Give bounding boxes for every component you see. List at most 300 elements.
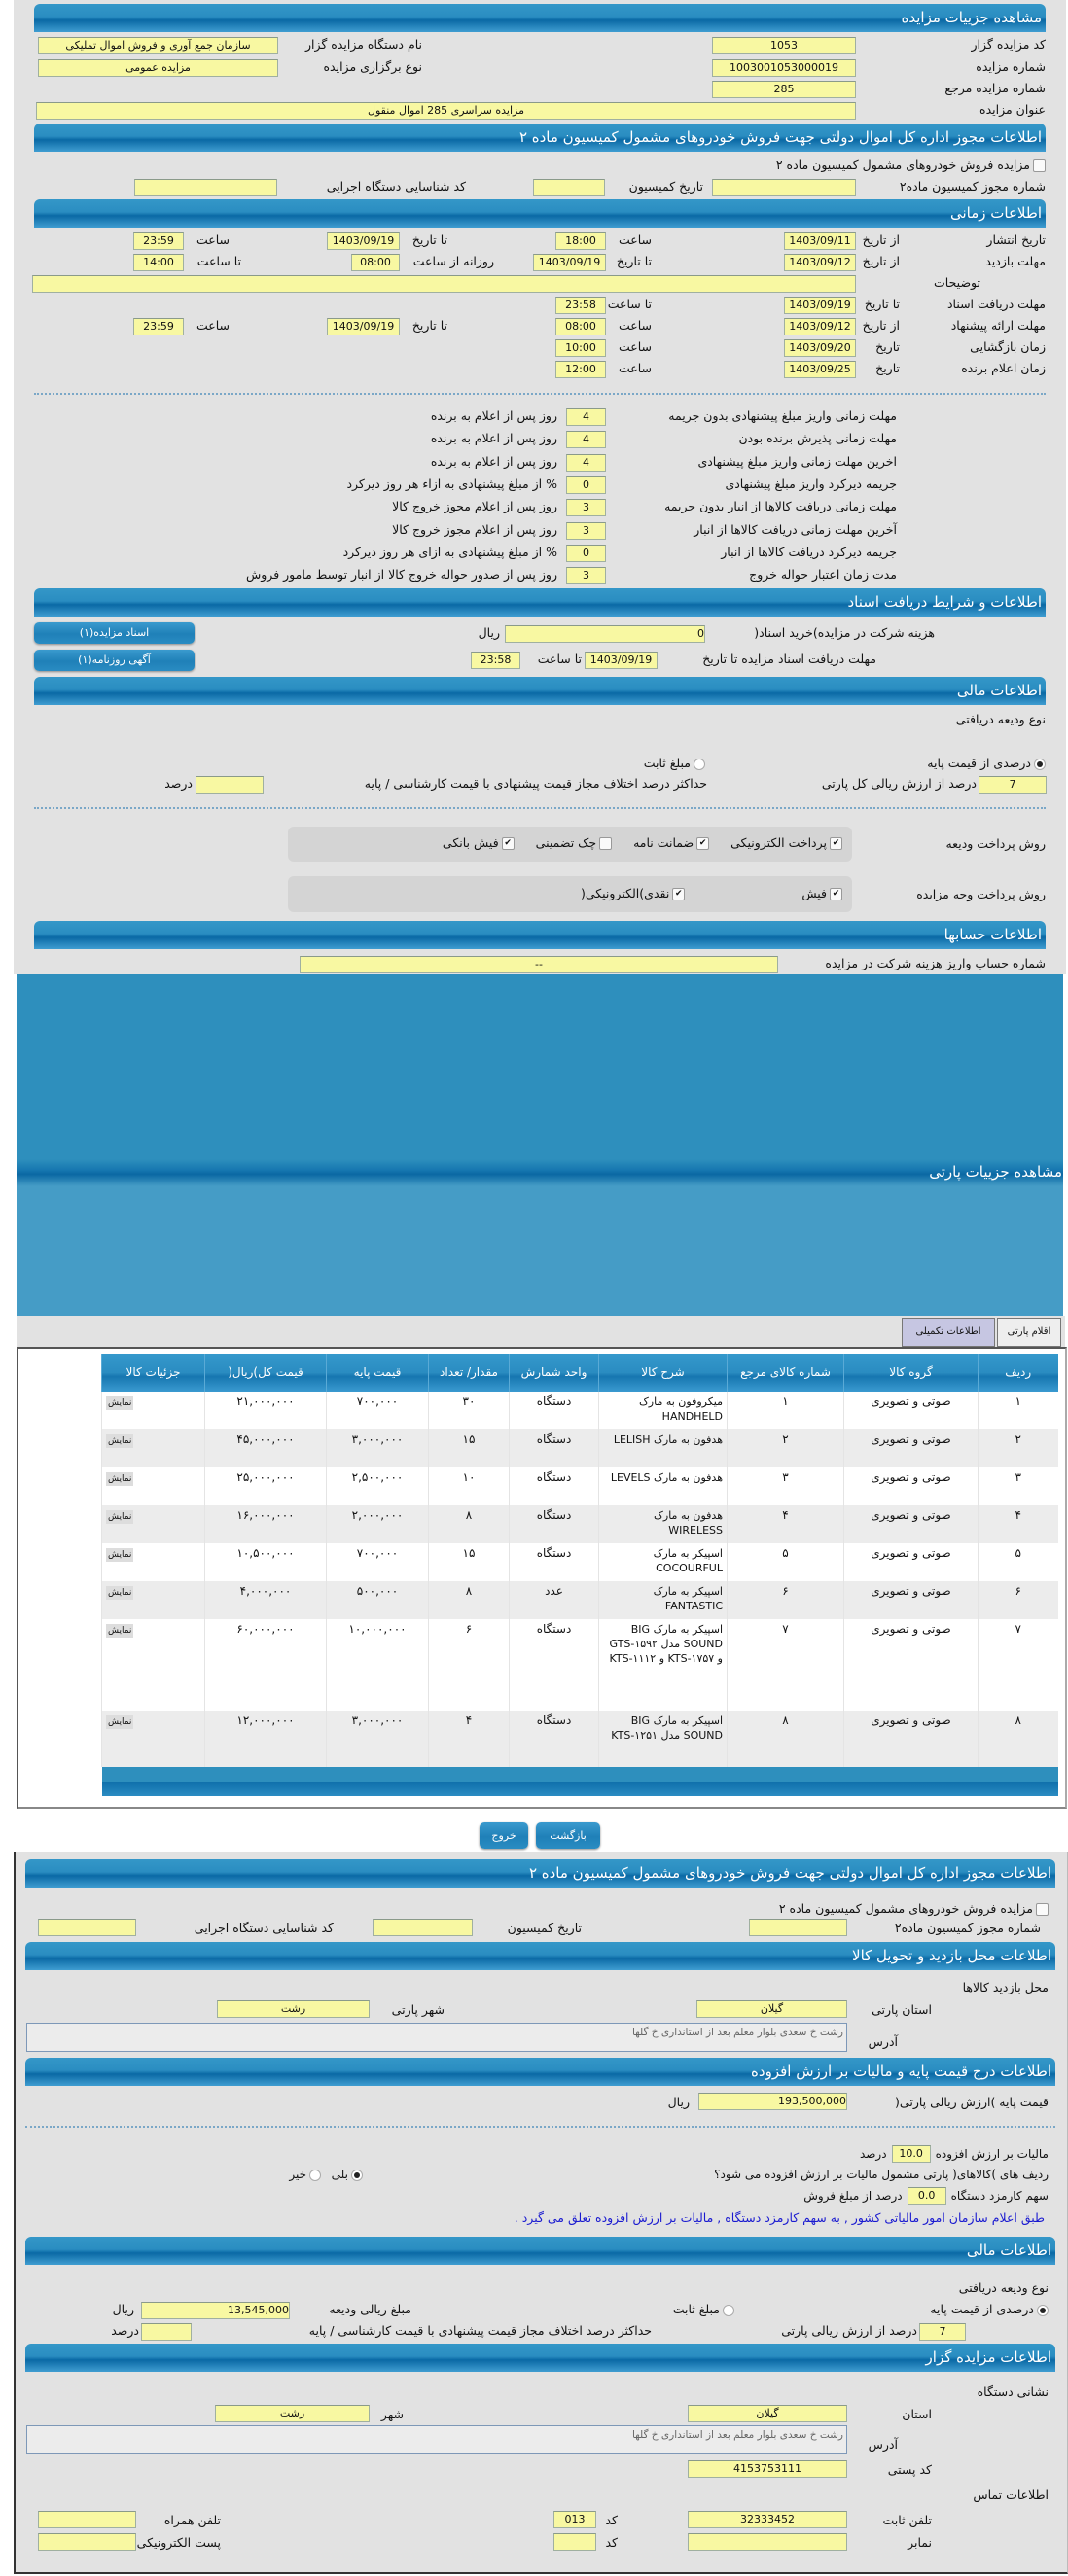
city-field[interactable]: رشت xyxy=(217,2000,370,2018)
exec-code-label: کد شناسایی دستگاه اجرایی xyxy=(326,179,466,194)
permit-no-label: شماره مجوز کمیسیون ماده۲ xyxy=(894,1921,1041,1935)
radio-label: بلی xyxy=(331,2168,348,2181)
table-cell: ۶۰,۰۰۰,۰۰۰ xyxy=(205,1619,327,1711)
postal-label: کد پستی xyxy=(887,2462,932,2477)
show-details-button[interactable]: نمایش xyxy=(108,1550,132,1560)
code-label: کد xyxy=(605,2513,618,2527)
table-row xyxy=(102,1392,1058,1429)
table-cell: ۷۰۰,۰۰۰ xyxy=(327,1543,429,1581)
deadline-suffix: % از مبلغ پیشنهادی به ازاء هر روز دیرکرد xyxy=(346,476,557,491)
fax-field[interactable] xyxy=(688,2533,847,2551)
notes-field[interactable] xyxy=(32,275,856,293)
tab-party-items[interactable]: اقلام پارتی xyxy=(997,1318,1061,1347)
table-cell: ۶ xyxy=(429,1619,510,1711)
details-cell xyxy=(102,1505,205,1543)
address-label: آدرس xyxy=(868,2437,898,2452)
docs-deadline-date[interactable]: 1403/09/19 xyxy=(784,297,856,314)
table-cell: اسپیکر به مارک COCOURFUL xyxy=(599,1543,728,1581)
table-cell: ۳۰ xyxy=(429,1392,510,1429)
payment-option[interactable] xyxy=(633,835,709,850)
deposit-type-label: نوع ودیعه دریافتی xyxy=(958,2280,1049,2295)
radio-icon[interactable] xyxy=(309,2170,321,2181)
province-field[interactable]: گیلان xyxy=(688,2405,847,2422)
table-cell: اسپیکر به مارک BIG SOUND مدل KTS-۱۲۵۱ xyxy=(599,1711,728,1767)
deposit-fixed-radio[interactable] xyxy=(673,2301,734,2318)
fee-suffix: درصد از مبلغ فروش xyxy=(803,2189,903,2203)
show-details-button[interactable]: نمایش xyxy=(108,1626,132,1636)
items-table xyxy=(101,1354,1058,1796)
auction-number-field[interactable]: 1003001053000019 xyxy=(712,59,856,77)
exec-code-field[interactable] xyxy=(38,1919,136,1936)
deadline-label: جریمه دیرکرد دریافت کالاها از انبار xyxy=(721,545,897,559)
table-cell: ۴ xyxy=(728,1505,844,1543)
column-header: مقدار/ تعداد xyxy=(429,1354,510,1392)
max-diff-label: حداکثر درصد اختلاف مجاز قیمت پیشنهادی با قیمت کارشناسی / پایه xyxy=(364,776,707,791)
table-cell: عدد xyxy=(510,1581,599,1619)
payment-method-label: روش پرداخت وجه مزایده xyxy=(916,887,1046,901)
table-cell: ۵ xyxy=(728,1543,844,1581)
deposit-percent-field[interactable]: 7 xyxy=(919,2323,966,2341)
to-hour-label: تا ساعت xyxy=(537,652,582,666)
vat-question: ردیف های )کالاهای( پارتی مشمول مالیات بر ارزش افزوده می شود؟ xyxy=(714,2168,1049,2181)
show-details-button[interactable]: نمایش xyxy=(108,1717,132,1727)
permit-date-label: تاریخ کمیسیون xyxy=(628,179,703,194)
table-cell: ۱۰,۵۰۰,۰۰۰ xyxy=(205,1543,327,1581)
date-label: تاریخ xyxy=(875,361,900,375)
radio-icon[interactable] xyxy=(723,2305,734,2316)
table-cell: ۵۰۰,۰۰۰ xyxy=(327,1581,429,1619)
radio-icon[interactable] xyxy=(694,759,705,770)
radio-label: درصدی از قیمت پایه xyxy=(927,756,1031,770)
column-header: جزئیات کالا xyxy=(102,1354,205,1392)
table-cell: دستگاه xyxy=(510,1619,599,1711)
org-label: نام دستگاه مزایده گزار xyxy=(304,37,422,52)
permit-no-field[interactable] xyxy=(712,179,856,196)
table-cell: میکروفون به مارک HANDHELD xyxy=(599,1392,728,1429)
checkbox-checked[interactable]: ✔ xyxy=(696,837,709,850)
table-cell: ۵ xyxy=(979,1543,1058,1581)
winner-label: زمان اعلام برنده xyxy=(961,361,1046,375)
checkbox-checked[interactable]: ✔ xyxy=(830,888,842,900)
max-diff-field[interactable] xyxy=(141,2323,192,2341)
postal-field[interactable]: 4153753111 xyxy=(688,2460,847,2478)
permit-date-field[interactable] xyxy=(533,179,605,196)
auction-documents-button[interactable]: اسناد مزایده(۱) xyxy=(34,622,195,644)
permit-checkbox-row[interactable] xyxy=(776,157,1046,174)
column-header: شرح کالا xyxy=(599,1354,728,1392)
max-diff-label: حداکثر درصد اختلاف مجاز قیمت پیشنهادی با قیمت کارشناسی / پایه xyxy=(308,2323,652,2338)
docs-deadline-time[interactable]: 23:58 xyxy=(471,652,520,669)
details-cell xyxy=(102,1392,205,1429)
show-details-button[interactable]: نمایش xyxy=(108,1512,132,1522)
checkbox[interactable] xyxy=(1033,159,1046,172)
vat-no-radio[interactable] xyxy=(289,2166,321,2183)
currency-label: ریال xyxy=(112,2302,134,2316)
option-label: چک تضمینی xyxy=(535,835,597,850)
table-cell: دستگاه xyxy=(510,1429,599,1467)
address-textarea[interactable]: رشت خ سعدی بلوار معلم بعد از استانداری خ گلها xyxy=(26,2425,847,2454)
divider xyxy=(34,807,1046,809)
table-cell: صوتی و تصویری xyxy=(844,1619,979,1711)
offer-to-date[interactable]: 1403/09/19 xyxy=(327,318,400,335)
offer-to-time[interactable]: 23:59 xyxy=(133,318,184,335)
permit-date-field[interactable] xyxy=(373,1919,473,1936)
party-blue-area-lower xyxy=(17,1186,1063,1316)
table-cell: ۲,۵۰۰,۰۰۰ xyxy=(327,1467,429,1505)
table-footer-bar xyxy=(102,1767,1058,1796)
currency-label: ریال xyxy=(667,2095,690,2109)
deposit-methods-box xyxy=(288,827,852,862)
column-header: واحد شمارش xyxy=(510,1354,599,1392)
deadline-suffix: روز پس از اعلام به برنده xyxy=(430,408,557,423)
winner-date[interactable]: 1403/09/25 xyxy=(784,361,856,378)
deposit-percent-radio[interactable] xyxy=(930,2301,1049,2318)
table-cell: ۸ xyxy=(728,1711,844,1767)
base-price-field[interactable]: 193,500,000 xyxy=(698,2093,847,2110)
email-field[interactable] xyxy=(38,2533,136,2551)
percent-label: درصد xyxy=(111,2323,139,2338)
section-header-accounts: اطلاعات حسابها xyxy=(34,921,1046,949)
auctioneer-code-field[interactable]: 1053 xyxy=(712,37,856,54)
deadline-suffix: روز پس از اعلام به برنده xyxy=(430,454,557,469)
docs-deadline-time[interactable]: 23:58 xyxy=(555,297,606,314)
table-cell: ۴ xyxy=(979,1505,1058,1543)
table-cell: دستگاه xyxy=(510,1711,599,1767)
back-button[interactable]: بازگشت xyxy=(536,1822,600,1849)
hour-label: ساعت xyxy=(196,232,230,247)
table-cell: صوتی و تصویری xyxy=(844,1505,979,1543)
deadline-label: مدت زمان اعتبار حواله خروج xyxy=(749,567,897,582)
vat-label: مالیات بر ارزش افزوده xyxy=(935,2147,1049,2161)
checkbox-checked[interactable]: ✔ xyxy=(502,837,515,850)
deadline-field[interactable]: 3 xyxy=(566,567,606,584)
table-row xyxy=(102,1711,1058,1767)
party-title: مشاهده جزییات پارتی xyxy=(929,1163,1062,1181)
vat-yes-radio[interactable] xyxy=(332,2166,363,2183)
deadline-suffix: روز پس از اعلام مجوز خروج کالا xyxy=(392,499,557,513)
table-cell: ۱ xyxy=(728,1392,844,1429)
fee-field[interactable]: 0 xyxy=(505,625,705,643)
show-details-button[interactable]: نمایش xyxy=(108,1474,132,1484)
mobile-label: تلفن همراه xyxy=(163,2513,221,2527)
hour-label: ساعت xyxy=(196,318,230,333)
mobile-field[interactable] xyxy=(38,2511,136,2528)
base-price-label: قیمت پایه )ارزش ریالی پارتی( xyxy=(895,2095,1049,2109)
publish-to-date[interactable]: 1403/09/19 xyxy=(327,232,400,250)
table-footer xyxy=(102,1767,1058,1796)
table-cell: دستگاه xyxy=(510,1543,599,1581)
deposit-amount-label: مبلغ ریالی ودیعه xyxy=(329,2302,411,2316)
city-field[interactable]: رشت xyxy=(215,2405,370,2422)
table-cell: دستگاه xyxy=(510,1467,599,1505)
table-cell: ۱۰ xyxy=(429,1467,510,1505)
table-cell: صوتی و تصویری xyxy=(844,1467,979,1505)
checkbox-label: مزایده فروش خودروهای مشمول کمیسیون ماده ۲ xyxy=(778,1901,1033,1916)
party-header-band xyxy=(17,1159,1063,1186)
deadline-field[interactable]: 3 xyxy=(566,522,606,540)
vat-field[interactable]: 10.0 xyxy=(892,2145,931,2163)
to-date-label: تا تاریخ xyxy=(616,254,652,268)
table-cell: صوتی و تصویری xyxy=(844,1543,979,1581)
exit-button[interactable]: خروج xyxy=(480,1822,528,1849)
table-row xyxy=(102,1619,1058,1711)
table-cell: ۷ xyxy=(979,1619,1058,1711)
percent-suffix: درصد از ارزش ریالی کل پارتی xyxy=(821,776,977,791)
deposit-method-label: روش پرداخت ودیعه xyxy=(945,836,1046,851)
table-cell: ۲,۰۰۰,۰۰۰ xyxy=(327,1505,429,1543)
publish-from-time[interactable]: 18:00 xyxy=(555,232,606,250)
opening-label: زمان بازگشایی xyxy=(970,339,1046,354)
docs-deadline-date[interactable]: 1403/09/19 xyxy=(585,652,658,669)
table-cell: هدفون به مارک LELISH xyxy=(599,1429,728,1467)
province-label: استان پارتی xyxy=(872,2002,932,2017)
number-label: شماره مزایده xyxy=(976,59,1046,74)
deadline-field[interactable]: 4 xyxy=(566,431,606,448)
auction-type-field[interactable]: مزایده عمومی xyxy=(38,59,278,77)
phone-field[interactable]: 32333452 xyxy=(688,2511,847,2528)
radio-label: خیر xyxy=(289,2168,306,2181)
section-header-finance: اطلاعات مالی xyxy=(34,677,1046,705)
to-hour-label: تا ساعت xyxy=(607,297,652,311)
email-label: پست الکترونیکی xyxy=(136,2535,221,2550)
section-header-location: اطلاعات محل بازدید و تحویل کالا xyxy=(25,1942,1055,1970)
show-details-button[interactable]: نمایش xyxy=(108,1588,132,1598)
permit-no-label: شماره مجوز کمیسیون ماده۲ xyxy=(899,179,1046,194)
section-header-auction-details: مشاهده جزییات مزایده xyxy=(34,4,1046,32)
radio-icon[interactable] xyxy=(351,2170,363,2181)
ref-label: شماره مزایده مرجع xyxy=(944,81,1046,95)
percent-suffix: درصد از ارزش ریالی پارتی xyxy=(781,2323,917,2338)
newspaper-ad-button[interactable]: آگهی روزنامه(۱) xyxy=(34,650,195,671)
max-diff-field[interactable] xyxy=(196,776,264,794)
contact-group-label: اطلاعات تماس xyxy=(973,2488,1049,2502)
address-label: آدرس xyxy=(868,2034,898,2049)
publish-to-time[interactable]: 23:59 xyxy=(133,232,184,250)
table-row xyxy=(102,1429,1058,1467)
permit-checkbox-row[interactable] xyxy=(779,1900,1049,1918)
payment-option[interactable] xyxy=(730,835,842,850)
table-cell: صوتی و تصویری xyxy=(844,1581,979,1619)
daily-from-label: روزانه از ساعت xyxy=(412,254,494,268)
deposit-amount-field[interactable]: 13,545,000 xyxy=(141,2302,290,2319)
section-header-finance-2: اطلاعات مالی xyxy=(25,2237,1055,2265)
table-row xyxy=(102,1581,1058,1619)
exec-code-field[interactable] xyxy=(134,179,277,196)
tab-extra-info[interactable]: اطلاعات تکمیلی xyxy=(902,1318,995,1347)
table-cell: ۱۶,۰۰۰,۰۰۰ xyxy=(205,1505,327,1543)
section-header-documents: اطلاعات و شرایط دریافت اسناد xyxy=(34,588,1046,617)
table-row xyxy=(102,1543,1058,1581)
deadline-label: مهلت زمانی دریافت کالاها از انبار بدون جریمه xyxy=(664,499,897,513)
table-cell: ۳ xyxy=(979,1467,1058,1505)
fee-field[interactable]: 0.0 xyxy=(908,2187,946,2205)
table-cell: ۱۵ xyxy=(429,1543,510,1581)
deadline-field[interactable]: 0 xyxy=(566,476,606,494)
deadline-field[interactable]: 4 xyxy=(566,454,606,472)
table-cell: ۷ xyxy=(728,1619,844,1711)
table-cell: ۶ xyxy=(979,1581,1058,1619)
deadline-label: آخرین مهلت زمانی دریافت کالاها از انبار xyxy=(694,522,897,537)
radio-icon[interactable] xyxy=(1037,2305,1049,2316)
account-label: شماره حساب واریز هزینه شرکت در مزایده xyxy=(825,956,1046,970)
deposit-percent-radio[interactable] xyxy=(927,755,1046,772)
deadline-suffix: روز پس از صدور حواله خروج کالا از انبار توسط مامور فروش xyxy=(246,567,557,582)
address-group-label: نشانی دستگاه xyxy=(977,2384,1049,2399)
table-cell: ۴,۰۰۰,۰۰۰ xyxy=(205,1581,327,1619)
publish-label: تاریخ انتشار xyxy=(986,232,1046,247)
deposit-type-label: نوع ودیعه دریافتی xyxy=(955,712,1046,726)
fee-label: سهم کارمزد دستگاه xyxy=(950,2189,1049,2203)
offer-label: مهلت ارائه پیشنهاد xyxy=(950,318,1046,333)
deadline-field[interactable]: 0 xyxy=(566,545,606,562)
opening-date[interactable]: 1403/09/20 xyxy=(784,339,856,357)
table-cell: دستگاه xyxy=(510,1392,599,1429)
table-cell: ۸ xyxy=(979,1711,1058,1767)
table-row xyxy=(102,1467,1058,1505)
ref-number-field[interactable]: 285 xyxy=(712,81,856,98)
visit-to-date[interactable]: 1403/09/19 xyxy=(533,254,606,271)
checkbox-checked[interactable]: ✔ xyxy=(830,837,842,850)
code-label: کد مزایده گزار xyxy=(971,37,1046,52)
permit-date-label: تاریخ کمیسیون xyxy=(507,1921,582,1935)
section-header-organizer: اطلاعات مزایده گزار xyxy=(25,2344,1055,2372)
type-label: نوع برگزاری مزایده xyxy=(323,59,422,74)
table-cell: ۱۰,۰۰۰,۰۰۰ xyxy=(327,1619,429,1711)
deadline-label: اخرین مهلت زمانی واریز مبلغ پیشنهادی xyxy=(697,454,897,469)
deadline-suffix: % از مبلغ پیشنهادی به ازای هر روز دیرکرد xyxy=(342,545,557,559)
radio-label: مبلغ ثابت xyxy=(643,756,691,770)
table-cell: ۱۵ xyxy=(429,1429,510,1467)
fax-label: نمابر xyxy=(908,2535,932,2550)
payment-option[interactable] xyxy=(443,835,515,850)
opening-time[interactable]: 10:00 xyxy=(555,339,606,357)
table-cell: ۲۱,۰۰۰,۰۰۰ xyxy=(205,1392,327,1429)
table-cell: اسپیکر به مارک FANTASTIC xyxy=(599,1581,728,1619)
checkbox-checked[interactable]: ✔ xyxy=(672,888,685,900)
vat-row xyxy=(860,2145,1049,2163)
table-cell: صوتی و تصویری xyxy=(844,1429,979,1467)
org-field[interactable]: سازمان جمع آوری و فروش اموال تملیکی xyxy=(38,37,278,54)
checkbox[interactable] xyxy=(599,837,612,850)
details-cell xyxy=(102,1543,205,1581)
from-date-label: از تاریخ xyxy=(862,318,900,333)
phone-label: تلفن ثابت xyxy=(882,2513,932,2527)
deadline-field[interactable]: 4 xyxy=(566,408,606,426)
radio-label: مبلغ ثابت xyxy=(672,2302,720,2316)
to-date-label: تا تاریخ xyxy=(864,297,900,311)
visit-place-label: محل بازدید کالاها xyxy=(962,1980,1049,1994)
subject-field[interactable]: مزایده سراسری 285 اموال منقول xyxy=(36,102,856,120)
to-date-label: تا تاریخ xyxy=(411,232,447,247)
table-cell: ۲ xyxy=(979,1429,1058,1467)
radio-icon[interactable] xyxy=(1034,759,1046,770)
deadline-label: مهلت زمانی واریز مبلغ پیشنهادی بدون جریمه xyxy=(668,408,897,423)
table-cell: هدفون به مارک LEVELS xyxy=(599,1467,728,1505)
checkbox-label: مزایده فروش خودروهای مشمول کمیسیون ماده ۲ xyxy=(775,158,1030,172)
visit-daily-from[interactable]: 08:00 xyxy=(351,254,400,271)
to-date-label: تا تاریخ xyxy=(411,318,447,333)
permit-no-field[interactable] xyxy=(749,1919,847,1936)
percent-label: درصد xyxy=(859,2147,887,2161)
fax-code-field[interactable] xyxy=(553,2533,596,2551)
table-cell: دستگاه xyxy=(510,1505,599,1543)
payment-option[interactable] xyxy=(581,886,685,900)
visit-from-date[interactable]: 1403/09/12 xyxy=(784,254,856,271)
table-cell: ۴ xyxy=(429,1711,510,1767)
docs-deadline-label: مهلت دریافت اسناد مزایده تا تاریخ xyxy=(702,652,876,666)
column-header: شماره کالای مرجع xyxy=(728,1354,844,1392)
code-label: کد xyxy=(605,2535,618,2550)
province-label: استان xyxy=(902,2407,932,2421)
publish-from-date[interactable]: 1403/09/11 xyxy=(784,232,856,250)
table-cell: ۱۲,۰۰۰,۰۰۰ xyxy=(205,1711,327,1767)
deadline-suffix: روز پس از اعلام به برنده xyxy=(430,431,557,445)
address-textarea[interactable]: رشت خ سعدی بلوار معلم بعد از استانداری خ گلها xyxy=(26,2023,847,2052)
exec-code-label: کد شناسایی دستگاه اجرایی xyxy=(194,1921,334,1935)
currency-label: ریال xyxy=(478,625,500,640)
offer-from-date[interactable]: 1403/09/12 xyxy=(784,318,856,335)
hour-label: ساعت xyxy=(618,318,652,333)
payment-methods-box xyxy=(288,876,852,912)
hour-label: ساعت xyxy=(618,232,652,247)
winner-time[interactable]: 12:00 xyxy=(555,361,606,378)
table-cell: ۳,۰۰۰,۰۰۰ xyxy=(327,1711,429,1767)
details-cell xyxy=(102,1467,205,1505)
offer-from-time[interactable]: 08:00 xyxy=(555,318,606,335)
table-cell: ۲۵,۰۰۰,۰۰۰ xyxy=(205,1467,327,1505)
option-label: ضمانت نامه xyxy=(633,835,694,850)
payment-option[interactable] xyxy=(801,886,842,900)
subject-label: عنوان مزایده xyxy=(979,102,1046,117)
from-date-label: از تاریخ xyxy=(862,232,900,247)
payment-option[interactable] xyxy=(536,835,612,850)
column-header: گروه کالا xyxy=(844,1354,979,1392)
to-hour-label: تا ساعت xyxy=(196,254,241,268)
deposit-percent-field[interactable]: 7 xyxy=(979,776,1047,794)
hour-label: ساعت xyxy=(618,361,652,375)
section-header-permit-2: اطلاعات مجوز اداره کل اموال دولتی جهت فروش خودروهای مشمول کمیسیون ماده ۲ xyxy=(25,1859,1055,1888)
details-cell xyxy=(102,1711,205,1767)
section-header-pricing: اطلاعات درج قیمت پایه و مالیات بر ارزش افزوده xyxy=(25,2058,1055,2086)
deposit-fixed-radio[interactable] xyxy=(644,755,705,772)
show-details-button[interactable]: نمایش xyxy=(108,1436,132,1446)
details-cell xyxy=(102,1429,205,1467)
table-row xyxy=(102,1505,1058,1543)
from-date-label: از تاریخ xyxy=(862,254,900,268)
deadline-suffix: روز پس از اعلام مجوز خروج کالا xyxy=(392,522,557,537)
account-field[interactable]: -- xyxy=(300,956,778,973)
visit-daily-to[interactable]: 14:00 xyxy=(133,254,184,271)
table-cell: صوتی و تصویری xyxy=(844,1392,979,1429)
fee-row xyxy=(803,2187,1049,2205)
fee-label: هزینه شرکت در مزایده)خرید اسناد( xyxy=(754,625,935,640)
deadline-field[interactable]: 3 xyxy=(566,499,606,516)
party-blue-area xyxy=(17,974,1063,1159)
province-field[interactable]: گیلان xyxy=(696,2000,847,2018)
phone-code-field[interactable]: 013 xyxy=(553,2511,596,2528)
checkbox[interactable] xyxy=(1036,1903,1049,1916)
show-details-button[interactable]: نمایش xyxy=(108,1398,132,1408)
city-label: شهر پارتی xyxy=(391,2002,445,2017)
date-label: تاریخ xyxy=(875,339,900,354)
details-cell xyxy=(102,1581,205,1619)
table-cell: ۱ xyxy=(979,1392,1058,1429)
section-header-permit: اطلاعات مجوز اداره کل اموال دولتی جهت فروش خودروهای مشمول کمیسیون ماده ۲ xyxy=(34,124,1046,152)
table-cell: ۷۰۰,۰۰۰ xyxy=(327,1392,429,1429)
section-header-timing: اطلاعات زمانی xyxy=(34,199,1046,228)
vat-note: طبق اعلام سازمان امور مالیاتی کشور , به سهم کارمزد دستگاه , مالیات بر ارزش افزوده تعلق می گیرد . xyxy=(514,2210,1045,2225)
radio-label: درصدی از قیمت پایه xyxy=(930,2302,1034,2316)
